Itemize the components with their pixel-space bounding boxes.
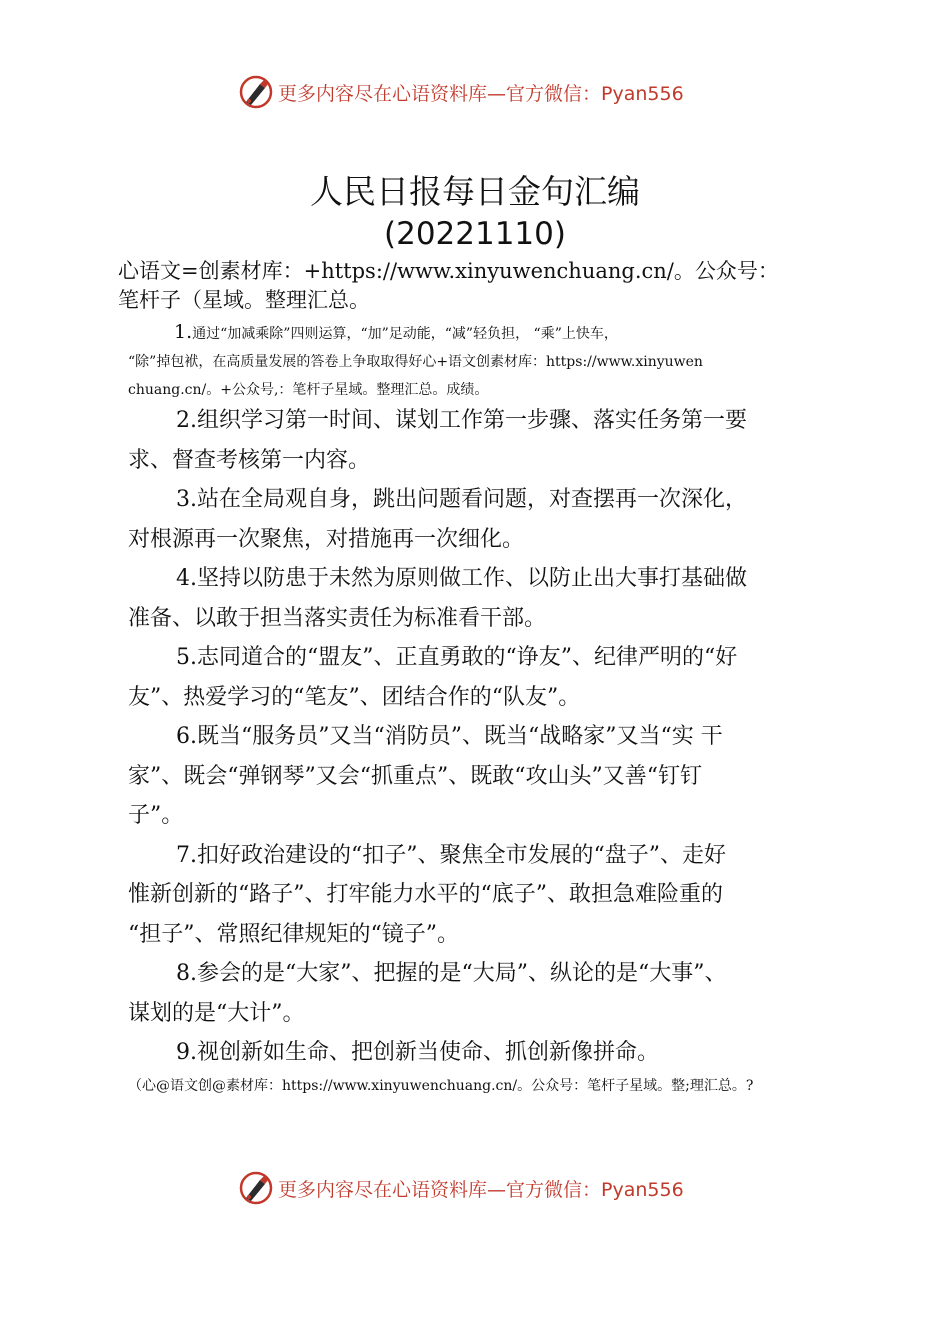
quote-line: “除”掉包袱，在高质量发展的答卷上争取取得好心+语文创素材库：https://www.xinyuwen — [128, 354, 703, 370]
quote-line: 子”。 — [128, 803, 184, 828]
quote-line: 2.组织学习第一时间、谋划工作第一步骤、落实任务第一要 — [176, 408, 747, 433]
quote-line: 对根源再一次聚焦，对措施再一次细化。 — [128, 526, 525, 552]
pen-logo-icon — [238, 74, 274, 110]
quote-number: 1. — [174, 321, 193, 343]
quote-item-7 — [128, 836, 840, 955]
quote-line: 6.既当“服务员”又当“消防员”、既当“战略家”又当“实 干 — [176, 724, 723, 749]
quote-line: 9.视创新如生命、把创新当使命、抓创新像拼命。 — [176, 1040, 659, 1065]
intro-text — [118, 257, 858, 315]
quote-line: 求、督查考核第一内容。 — [128, 447, 371, 473]
quote-line: 7.扣好政治建设的“扣子”、聚焦全市发展的“盘子”、走好 — [176, 842, 726, 868]
quote-line: 8.参会的是“大家”、把握的是“大局”、纵论的是“大事”、 — [176, 961, 727, 986]
intro-line: 笔杆子（星域。整理汇总。 — [118, 288, 370, 312]
page-date: (20221110) — [384, 216, 566, 252]
quote-line: chuang.cn/。+公众号,：笔杆子星域。整理汇总。成绩。 — [128, 382, 489, 398]
banner-text: 更多内容尽在心语资料库—官方微信：Pyan556 — [278, 1178, 684, 1201]
quote-item-6 — [128, 717, 840, 836]
quote-line: 1.通过“加减乘除”四则运算，“加”足动能，“减”轻负担， “乘”上快车， — [174, 321, 618, 343]
footnote: （心@语文创@素材库：https://www.xinyuwenchuang.cn/。公众号：笔杆子星域。整;理汇总。? — [128, 1078, 754, 1094]
quote-list — [128, 401, 840, 1073]
quote-item-4 — [128, 559, 840, 638]
quote-line: 4.坚持以防患于未然为原则做工作、以防止出大事打基础做 — [176, 566, 747, 591]
quote-line: 3.站在全局观自身，跳出问题看问题，对查摆再一次深化， — [176, 487, 747, 512]
quote-item-3 — [128, 480, 840, 559]
banner-text: 更多内容尽在心语资料库—官方微信：Pyan556 — [278, 82, 684, 105]
footer-banner — [238, 1168, 758, 1208]
header-banner — [238, 72, 758, 112]
quote-item-8 — [128, 954, 840, 1033]
quote-item-1 — [128, 318, 848, 404]
quote-line: 准备、以敢于担当落实责任为标准看干部。 — [128, 605, 547, 631]
intro-line: 心语文=创素材库：+https://www.xinyuwenchuang.cn/。公众号： — [118, 259, 779, 283]
quote-item-2 — [128, 401, 840, 480]
pen-logo-icon — [238, 1170, 274, 1206]
quote-item-5 — [128, 638, 840, 717]
quote-line: 家”、既会“弹钢琴”又会“抓重点”、既敢“攻山头”又善“钉钉 — [128, 763, 702, 789]
quote-line: 谋划的是“大计”。 — [128, 1000, 305, 1026]
quote-item-9 — [128, 1033, 840, 1073]
quote-line: “担子”、常照纪律规矩的“镜子”。 — [128, 921, 459, 947]
page-title: 人民日报每日金句汇编 — [310, 172, 640, 211]
quote-line: 友”、热爱学习的“笔友”、团结合作的“队友”。 — [128, 684, 581, 710]
quote-line: 惟新创新的“路子”、打牢能力水平的“底子”、敢担急难险重的 — [128, 882, 723, 907]
quote-line: 5.志同道合的“盟友”、正直勇敢的“诤友”、纪律严明的“好 — [176, 645, 738, 670]
